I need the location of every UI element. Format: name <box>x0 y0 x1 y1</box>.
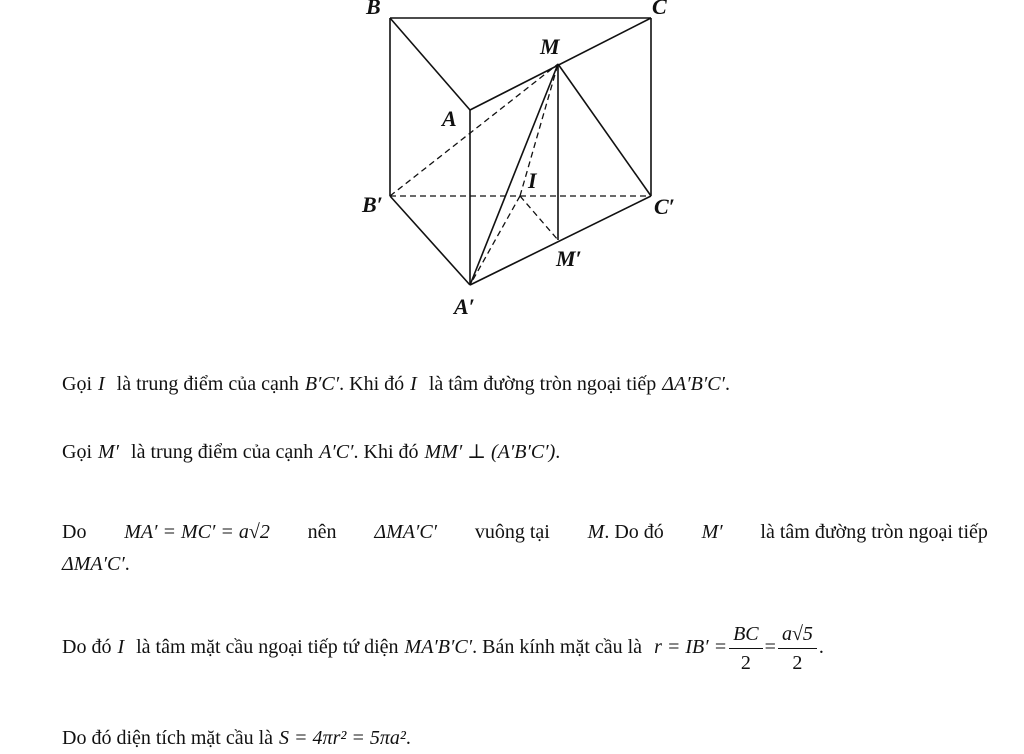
equals-sign: = <box>764 636 776 659</box>
fraction-numerator: a√5 <box>778 622 817 649</box>
label-Cp: C′ <box>654 194 675 219</box>
math-expr: r = IB′ = <box>654 636 728 659</box>
dashed-IM <box>520 64 558 196</box>
math-expr: I <box>98 373 105 395</box>
solution-line-6 <box>62 726 411 750</box>
dashed-IMp <box>520 196 558 240</box>
text: là tâm đường tròn ngoại tiếp <box>428 373 657 395</box>
math-expr: MM′ ⊥ (A′B′C′) <box>424 441 556 463</box>
text: . Bán kính mặt cầu là <box>472 636 643 659</box>
text: Gọi <box>62 441 92 463</box>
edge-ApCp <box>470 196 651 285</box>
math-expr: M <box>587 521 605 543</box>
text: . Do đó <box>604 521 664 543</box>
text: . <box>555 441 561 463</box>
edge-BA <box>390 18 470 110</box>
segment-MAp <box>470 64 558 285</box>
fraction-a-sqrt5-over-2 <box>778 622 817 675</box>
math-expr: MA′ = MC′ = a√2 <box>124 521 270 543</box>
edge-AC <box>470 18 651 110</box>
math-expr: B′C′ <box>304 373 340 395</box>
math-expr: S = 4πr² = 5πa² <box>279 727 406 749</box>
math-expr: MA′B′C′ <box>404 636 473 659</box>
text: . Khi đó <box>339 373 405 395</box>
label-Mp: M′ <box>556 246 582 271</box>
solution-line-2 <box>62 440 560 464</box>
fraction-denominator: 2 <box>740 652 751 674</box>
math-expr: ΔMA′C′ <box>62 553 125 575</box>
label-Bp: B′ <box>362 192 383 217</box>
math-expr: M′ <box>98 441 120 463</box>
label-A: A <box>442 106 457 131</box>
text: Do đó <box>62 636 112 659</box>
prism-figure <box>0 0 1024 340</box>
solution-line-4 <box>62 552 130 576</box>
text: . <box>818 636 824 659</box>
prism-diagram <box>0 0 1024 340</box>
fraction-numerator: BC <box>729 622 763 649</box>
solution-line-1 <box>62 372 730 396</box>
text: Gọi <box>62 373 92 395</box>
label-Ap: A′ <box>454 294 475 319</box>
text: là trung điểm của cạnh <box>116 373 299 395</box>
text: nên <box>307 521 337 543</box>
math-expr: I <box>117 636 125 659</box>
solution-line-3 <box>62 520 988 544</box>
fraction-bc-over-2 <box>729 622 763 675</box>
text: . Khi đó <box>353 441 419 463</box>
text: . <box>124 553 130 575</box>
label-C: C <box>652 0 667 19</box>
text: . <box>405 727 411 749</box>
edge-BpAp <box>390 196 470 285</box>
label-I: I <box>528 168 537 193</box>
text: là tâm đường tròn ngoại tiếp <box>760 521 988 543</box>
text: là tâm mặt cầu ngoại tiếp tứ diện <box>136 636 399 659</box>
math-expr: ΔA′B′C′ <box>662 373 725 395</box>
text: vuông tại <box>474 521 550 543</box>
solution-line-5 <box>62 622 824 675</box>
text: là trung điểm của cạnh <box>131 441 314 463</box>
label-B: B <box>366 0 381 19</box>
text: Do đó diện tích mặt cầu là <box>62 727 274 749</box>
text: Do <box>62 521 87 543</box>
math-expr: M′ <box>701 521 723 543</box>
label-M: M <box>540 34 560 59</box>
math-expr: I <box>410 373 417 395</box>
math-expr: A′C′ <box>319 441 354 463</box>
math-expr: ΔMA′C′ <box>374 521 438 543</box>
fraction-denominator: 2 <box>792 652 803 674</box>
text: . <box>724 373 730 395</box>
segment-MCp <box>558 64 651 196</box>
dashed-IAp <box>470 196 520 285</box>
